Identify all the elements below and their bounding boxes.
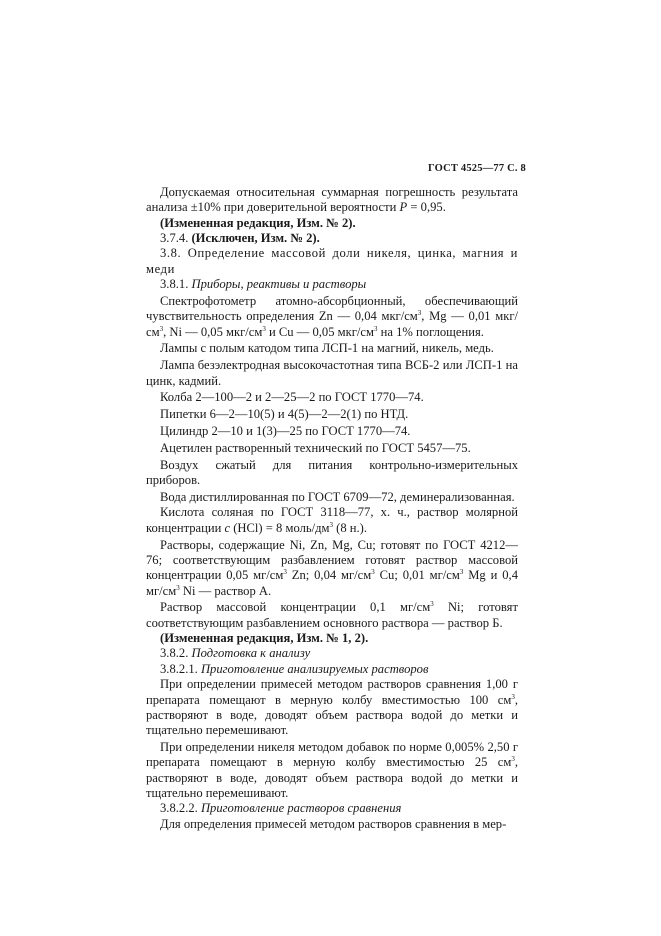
paragraph-electrodeless-lamp: Лампа безэлектродная высокочастотная типа ВСБ-2 или ЛСП-1 на цинк, кадмий. [146, 358, 518, 388]
section-3-7-4: 3.7.4. (Исключен, Изм. № 2). [160, 231, 320, 246]
paragraph-cylinder: Цилиндр 2—10 и 1(3)—25 по ГОСТ 1770—74. [160, 424, 411, 439]
page-running-title: ГОСТ 4525—77 С. 8 [427, 163, 526, 174]
section-3-8-heading: 3.8. Определение массовой доли никеля, цинка, магния и меди [146, 246, 518, 276]
document-body [146, 185, 518, 832]
amendment-note-2: (Измененная редакция, Изм. № 1, 2). [160, 631, 369, 646]
paragraph-lamps: Лампы с полым катодом типа ЛСП-1 на магний, никель, медь. [160, 341, 494, 356]
section-3-8-2-heading: 3.8.2. Подготовка к анализу [160, 646, 311, 661]
section-3-8-1-heading: 3.8.1. Приборы, реактивы и растворы [160, 277, 367, 292]
paragraph-flask: Колба 2—100—2 и 2—25—2 по ГОСТ 1770—74. [160, 390, 424, 405]
paragraph-solution-a: Растворы, содержащие Ni, Zn, Mg, Cu; готовят по ГОСТ 4212—76; соответствующим разбавлением готовят раствор массовой концентрации 0,05 $мг/см^3$ Zn; 0,04 $мг/см^3$ Cu; 0,01 $мг/см^3$ Mg и 0,4 $мг/см^3$ Ni — раствор А. [146, 537, 518, 598]
paragraph-hydrochloric-acid: Кислота соляная по ГОСТ 3118—77, х. ч., раствор молярной концентрации c (HCl) = 8 моль/$дм^3$ (8 н.). [146, 505, 518, 535]
paragraph-pipettes: Пипетки 6—2—10(5) и 4(5)—2—2(1) по НТД. [160, 407, 409, 422]
paragraph-water: Вода дистиллированная по ГОСТ 6709—72, деминерализованная. [160, 490, 515, 505]
section-3-8-2-1-heading: 3.8.2.1. Приготовление анализируемых растворов [160, 661, 429, 676]
paragraph-error-note: Допускаемая относительная суммарная погрешность результата анализа ±10% при доверительной вероятности P = 0,95. [146, 185, 518, 215]
paragraph-comparison-method: При определении примесей методом растворов сравнения 1,00 г препарата помещают в мерную колбу вместимостью 100 $см^3$, растворяют в воде, доводят объем раствора водой до метки и тщательно перемешивают. [146, 677, 518, 738]
paragraph-solution-b: Раствор массовой концентрации 0,1 $мг/см^3$ Ni; готовят соответствующим разбавлением основного раствора — раствор Б. [146, 600, 518, 630]
amendment-note: (Измененная редакция, Изм. № 2). [160, 215, 356, 230]
section-3-8-2-2-heading: 3.8.2.2. Приготовление растворов сравнения [160, 801, 402, 816]
paragraph-spectrophotometer: Спектрофотометр атомно-абсорбционный, обеспечивающий чувствительность определения Zn — 0,04 мкг/$см^3$, Mg — 0,01 мкг/$см^3$, Ni — 0,05 мкг/$см^3$ и Cu — 0,05 мкг/$см^3$ на 1% поглощения. [146, 293, 518, 339]
paragraph-reference-solutions: Для определения примесей методом растворов сравнения в мер- [160, 816, 507, 831]
paragraph-acetylene: Ацетилен растворенный технический по ГОСТ 5457—75. [160, 441, 471, 455]
paragraph-addition-method: При определении никеля методом добавок по норме 0,005% 2,50 г препарата помещают в мерную колбу вместимостью 25 $см^3$, растворяют в воде, доводят объем раствора водой до метки и тщательно перемешивают. [146, 740, 518, 801]
paragraph-compressed-air: Воздух сжатый для питания контрольно-измерительных приборов. [146, 457, 518, 488]
